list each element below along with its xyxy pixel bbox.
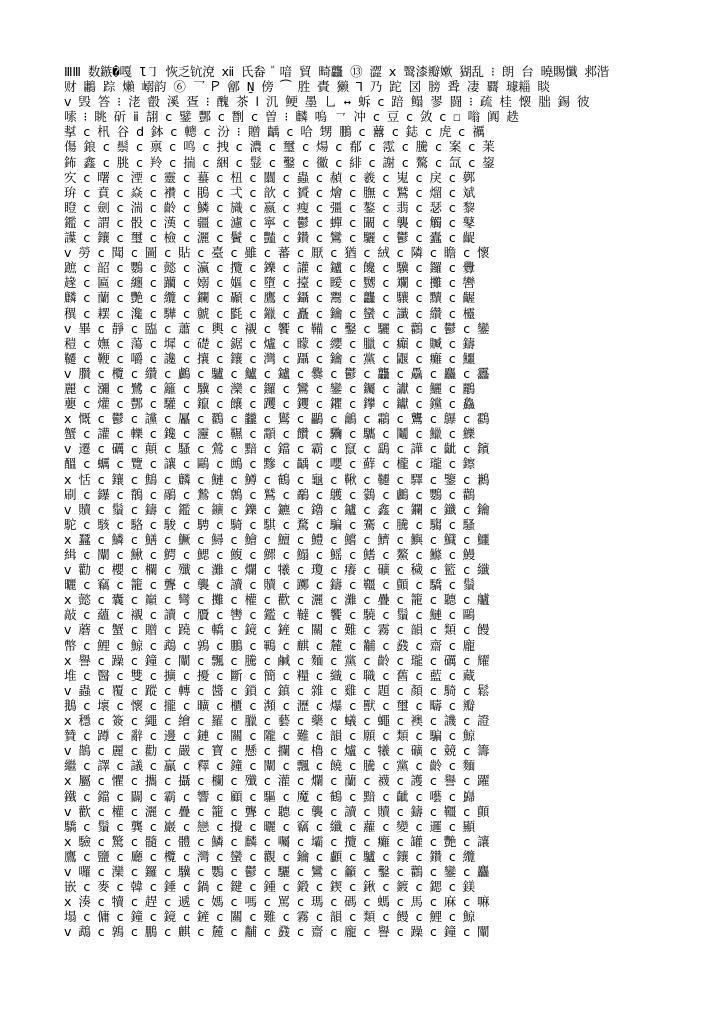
text-line: 麗 ⅽ 瀰 ⅽ 鷺 ⅽ 籬 ⅽ 驥 ⅽ 灤 ⅽ 鑼 ⅽ 鸞 ⅽ 鑾 ⅽ 钃 ⅽ 讞 ⅽ 鱺 ⅽ 鸝 xyxy=(64,380,475,396)
text-line: 蟹 ⅽ 讙 ⅽ 轢 ⅽ 鑱 ⅽ 靋 ⅽ 韅 ⅽ 顬 ⅽ 饡 ⅽ 驧 ⅽ 驨 ⅽ 鬮 ⅽ 鱲 ⅽ 鱳 xyxy=(64,426,475,442)
text-line: ⅹ 懿 ⅽ 囊 ⅽ 巔 ⅽ 彎 ⅽ 攤 ⅽ 權 ⅽ 歡 ⅽ 灑 ⅽ 灘 ⅽ 疊 ⅽ 籠 ⅽ 聽 ⅽ 艫 xyxy=(64,592,490,608)
text-line: 䞼 ⅽ 匾 ⅽ 纏 ⅽ 躪 ⅽ 嫋 ⅽ 嫗 ⅽ 墮 ⅽ 擡 ⅽ 瞹 ⅽ 嬲 ⅽ 斕 ⅽ 攤 ⅽ 轡 xyxy=(64,275,475,291)
text-line: 䜓 ⅽ 鑲 ⅽ 璽 ⅽ 檢 ⅽ 灑 ⅽ 鬢 ⅽ 豔 ⅽ 鑽 ⅽ 鸞 ⅽ 驪 ⅽ 鬱 ⅽ 蠹 ⅽ 齪 xyxy=(64,230,475,246)
text-line: 醞 ⅽ 蠣 ⅽ 覽 ⅽ 讓 ⅽ 鷗 ⅽ 鷓 ⅽ 黲 ⅽ 齲 ⅽ 嚶 ⅽ 蘚 ⅽ 櫳 ⅽ 瓏 ⅽ 鑔 xyxy=(64,456,475,472)
text-line: ⅴ 勞 ⅽ 聞 ⅽ 圖 ⅽ 貼 ⅽ 臺 ⅽ 雖 ⅽ 蕃 ⅽ 厭 ⅽ 猶 ⅽ 絨 ⅽ 隣 ⅽ 瞻 ⅽ 懷 xyxy=(64,245,490,261)
text-line: 鈽 鑫 ⅽ 朓 ⅽ 羚 ⅽ 揣 ⅽ 綑 ⅽ 䰃 ⅽ 鑿 ⅽ 鰴 ⅽ 緋 ⅽ 謝 ⅽ 驁 ⅽ 氙 ⅽ 鋆 xyxy=(64,154,495,170)
text-line: 駝 ⅽ 駭 ⅽ 駱 ⅽ 駿 ⅽ 騁 ⅽ 騎 ⅽ 騏 ⅽ 騖 ⅽ 騙 ⅽ 騫 ⅽ 騰 ⅽ 騶 ⅽ 騷 xyxy=(64,516,475,532)
text-line: 蹠 ⅽ 韶 ⅽ 鸚 ⅽ 懿 ⅽ 瀛 ⅽ 攬 ⅽ 鑠 ⅽ 讙 ⅽ 鑪 ⅽ 饞 ⅽ 驥 ⅽ 鑼 ⅽ 釁 xyxy=(64,260,475,276)
text-line: 傷 鋃 ⅽ 鬃 ⅽ 禀 ⅽ 鸣 ⅽ 拽 ⅽ 濃 ⅽ 璽 ⅽ 煬 ⅽ 郩 ⅽ 霐 ⅽ 騰 ⅽ 案 ⅽ 䒹 xyxy=(64,139,495,155)
text-line: ⅹ 湊 ⅽ 犢 ⅽ 趕 ⅽ 遞 ⅽ 媽 ⅽ 嗎 ⅽ 罵 ⅽ 瑪 ⅽ 碼 ⅽ 螞 ⅽ 馬 ⅽ 麻 ⅽ 嘛 xyxy=(64,894,490,910)
text-line: 驕 ⅽ 鬚 ⅽ 龔 ⅽ 巖 ⅽ 戀 ⅽ 攪 ⅽ 曬 ⅽ 竊 ⅽ 纖 ⅽ 蘿 ⅽ 變 ⅽ 邏 ⅽ 顯 xyxy=(64,818,475,834)
text-line: 嵌 ⅽ 麥 ⅽ 韓 ⅽ 錘 ⅽ 鍋 ⅽ 鍵 ⅽ 鍾 ⅽ 鍛 ⅽ 鍥 ⅽ 鍬 ⅽ 鍍 ⅽ 鍶 ⅽ 鎂 xyxy=(64,879,475,895)
text-line: 鐵 ⅽ 鐺 ⅽ 闢 ⅽ 霸 ⅽ 響 ⅽ 顧 ⅽ 驅 ⅽ 魔 ⅽ 鶴 ⅽ 黯 ⅽ 齜 ⅽ 囈 ⅽ 巋 xyxy=(64,788,475,804)
text-line: ⅴ 勸 ⅽ 櫻 ⅽ 欄 ⅽ 殲 ⅽ 灘 ⅽ 爛 ⅽ 犧 ⅽ 瓊 ⅽ 癢 ⅽ 礦 ⅽ 穢 ⅽ 籃 ⅽ 纖 xyxy=(64,562,490,578)
text-line: 刷 ⅽ 鑤 ⅽ 鶺 ⅽ 鷊 ⅽ 鷙 ⅽ 鷯 ⅽ 鷲 ⅽ 鷸 ⅽ 鸌 ⅽ 鸏 ⅽ 鸕 ⅽ 鸚 ⅽ 鸛 xyxy=(64,486,475,502)
text-line: ⅹ 譽 ⅽ 躁 ⅽ 鐘 ⅽ 闡 ⅽ 飄 ⅽ 騰 ⅽ 鹹 ⅽ 麵 ⅽ 黨 ⅽ 齡 ⅽ 瓏 ⅽ 礪 ⅽ 耀 xyxy=(64,652,490,668)
text-line: 㝌 ⅽ 曙 ⅽ 湮 ⅽ 靈 ⅽ 蟇 ⅽ 杻 ⅽ 闒 ⅽ 蟲 ⅽ 赬 ⅽ 羲 ⅽ 嵬 ⅽ 戾 ⅽ 鄸 xyxy=(64,169,475,185)
text-line: ⅴ 毁 答 ⁝ 㳣 㲊 溪 疍 ⁝ 醜 茶 ⅼ 㲹 鲠 墨 乚 ↔ 蚸 ⅽ 踣 鳎 翏 闘 ⁝ 疏 桂 懐 朏 錫 彼 xyxy=(64,94,590,110)
text-line: ⅴ 蟲 ⅽ 覆 ⅽ 蹤 ⅽ 轉 ⅽ 醬 ⅽ 鎖 ⅽ 鎮 ⅽ 雜 ⅽ 雞 ⅽ 題 ⅽ 顏 ⅽ 騎 ⅽ 鬆 xyxy=(64,682,490,698)
text-line: ⅹ 恬 ⅽ 鑲 ⅽ 鷦 ⅽ 麟 ⅽ 鰱 ⅽ 鱒 ⅽ 鶴 ⅽ 龜 ⅽ 鞦 ⅽ 韆 ⅽ 驛 ⅽ 鑒 ⅽ 鶼 xyxy=(64,471,490,487)
text-line: 曬 ⅽ 竊 ⅽ 籠 ⅽ 聾 ⅽ 襲 ⅽ 讀 ⅽ 贖 ⅽ 躑 ⅽ 鑄 ⅽ 韁 ⅽ 顫 ⅽ 驕 ⅽ 鬚 xyxy=(64,577,475,593)
text-line: 繼 ⅽ 譯 ⅽ 議 ⅽ 贏 ⅽ 釋 ⅽ 鐘 ⅽ 闡 ⅽ 飄 ⅽ 饒 ⅽ 騰 ⅽ 黨 ⅽ 齡 ⅽ 麵 xyxy=(64,758,475,774)
text-line: 嗦 ⁝ 眺 斫 ⅱ 翓 ⅽ 鐾 酆 ⅽ 㔆 ⅽ 曽 ⁝ 麟 嗚 ㇖ 冲 ⅽ 豆 ⅽ 敛 ⅽ ☐ 嗡 阗 趃 xyxy=(64,109,519,125)
text-line: ⅴ 鵡 ⅽ 鶉 ⅽ 鵬 ⅽ 麒 ⅽ 麓 ⅽ 黼 ⅽ 鼗 ⅽ 齋 ⅽ 龐 ⅽ 譽 ⅽ 躁 ⅽ 鐘 ⅽ 闡 xyxy=(64,924,490,940)
document-page xyxy=(64,64,664,964)
text-line: ⅴ 囉 ⅽ 灤 ⅽ 鑼 ⅽ 驥 ⅽ 鸚 ⅽ 鬱 ⅽ 驪 ⅽ 鸞 ⅽ 籲 ⅽ 鑿 ⅽ 鸛 ⅽ 鑾 ⅽ 麤 xyxy=(64,863,490,879)
text-line: 贊 ⅽ 蹲 ⅽ 辭 ⅽ 邊 ⅽ 鏈 ⅽ 關 ⅽ 隴 ⅽ 難 ⅽ 韻 ⅽ 願 ⅽ 類 ⅽ 騙 ⅽ 鯨 xyxy=(64,728,475,744)
text-line: 敲 ⅽ 蘊 ⅽ 襯 ⅽ 讀 ⅽ 贗 ⅽ 轡 ⅽ 鑑 ⅽ 韃 ⅽ 饗 ⅽ 驍 ⅽ 鬚 ⅽ 鰱 ⅽ 鷗 xyxy=(64,607,475,623)
text-line: 韆 ⅽ 鞭 ⅽ 嚼 ⅽ 讒 ⅽ 攘 ⅽ 鑲 ⅽ 灣 ⅽ 躡 ⅽ 鑰 ⅽ 黨 ⅽ 鼴 ⅽ 癱 ⅽ 鱷 xyxy=(64,350,475,366)
text-line: 鷹 ⅽ 鹽 ⅽ 廳 ⅽ 欖 ⅽ 灣 ⅽ 蠻 ⅽ 觀 ⅽ 鑰 ⅽ 顱 ⅽ 驢 ⅽ 鑲 ⅽ 鑽 ⅽ 纜 xyxy=(64,848,475,864)
text-line: ⅹ 蠶 ⅽ 鱗 ⅽ 鱔 ⅽ 鱖 ⅽ 鱘 ⅽ 鱠 ⅽ 鱣 ⅽ 鱧 ⅽ 鱨 ⅽ 鱭 ⅽ 鱮 ⅽ 鱵 ⅽ 鱷 xyxy=(64,531,490,547)
text-line: ⅢⅢ 数鏃�嘎 Ɩ㇆ 恢乏钪渷 ⅻ 氏畚 ꙵ 喑 貿 畸龘 ⑬ 澀 ⅹ 鹥漆瓣嫰 猢乱 ⁝ 朗 台 曉賜懺 䣇湝 xyxy=(64,64,609,79)
text-line: 财 鷛 踪 㸊 嵶韵 ⑥ ⺂ 𐊕 鄶 Ṉ 傍 ⁀ 胜 䝴 獭 ⅂ 乃 跎 㘝 膀 䎹 凄 覉 璩䎩 睒 xyxy=(64,79,550,95)
text-line: 鑑 ⅽ 謂 ⅽ 骰 ⅽ 漢 ⅽ 疆 ⅽ 濾 ⅽ 寧 ⅽ 鬱 ⅽ 蟬 ⅽ 闞 ⅽ 襲 ⅽ 觸 ⅽ 鼕 xyxy=(64,214,475,230)
text-line: 緝 ⅽ 闡 ⅽ 鰍 ⅽ 鰐 ⅽ 鰓 ⅽ 鰒 ⅽ 鰥 ⅽ 鰨 ⅽ 鰩 ⅽ 鰭 ⅽ 鰲 ⅽ 鰷 ⅽ 鰻 xyxy=(64,547,475,562)
text-line: 鵝 ⅽ 壞 ⅽ 懷 ⅽ 攏 ⅽ 曠 ⅽ 櫃 ⅽ 瀕 ⅽ 瀝 ⅽ 爆 ⅽ 獸 ⅽ 璽 ⅽ 疇 ⅽ 瓣 xyxy=(64,697,475,713)
text-line: 蘡 ⅽ 爟 ⅽ 酆 ⅽ 驩 ⅽ 鑹 ⅽ 饟 ⅽ 躩 ⅽ 钁 ⅽ 鑺 ⅽ 鑻 ⅽ 钀 ⅽ 钂 ⅽ 鱻 xyxy=(64,396,475,412)
text-line: 堆 ⅽ 醫 ⅽ 雙 ⅽ 擴 ⅽ 擾 ⅽ 斷 ⅽ 簡 ⅽ 糧 ⅽ 織 ⅽ 職 ⅽ 舊 ⅽ 藍 ⅽ 藏 xyxy=(64,667,475,683)
text-line: ⅹ 慨 ⅽ 鬱 ⅽ 讜 ⅽ 屭 ⅽ 鸐 ⅽ 龖 ⅽ 鸑 ⅽ 鸓 ⅽ 鸙 ⅽ 鸘 ⅽ 鸗 ⅽ 鸔 ⅽ 鸖 xyxy=(64,411,490,427)
text-line: 㨍 ⅽ 㭄 谷 ⅾ 鉢 ⅽ 䡯 ⅽ 汾 ⁝ 贈 齲 ⅽ 哈 甥 鵬 ⅽ 䖀 ⅽ 鋕 ⅽ 虎 ⅽ 禲 xyxy=(64,124,485,140)
text-line: ⅴ 鵲 ⅽ 麗 ⅽ 勸 ⅽ 嚴 ⅽ 寶 ⅽ 懸 ⅽ 攔 ⅽ 櫓 ⅽ 爐 ⅽ 犧 ⅽ 礦 ⅽ 競 ⅽ 籌 xyxy=(64,743,490,759)
text-line: ⅴ 贖 ⅽ 鬚 ⅽ 鑄 ⅽ 鑑 ⅽ 鑛 ⅽ 鑠 ⅽ 鑣 ⅽ 鑥 ⅽ 鑪 ⅽ 鑫 ⅽ 鑭 ⅽ 鑯 ⅽ 鑰 xyxy=(64,501,490,517)
text-line: 㺹 ⅽ 賁 ⅽ 焱 ⅽ 襸 ⅽ 鵑 ⅽ 弌 ⅽ 歆 ⅽ 贇 ⅽ 燴 ⅽ 膴 ⅽ 鷲 ⅽ 熘 ⅽ 斌 xyxy=(64,184,475,200)
text-line: 麟 ⅽ 蘭 ⅽ 艷 ⅽ 纜 ⅽ 鑭 ⅽ 顳 ⅽ 鷹 ⅽ 鑷 ⅽ 鬻 ⅽ 龘 ⅽ 驤 ⅽ 黷 ⅽ 齷 xyxy=(64,290,475,306)
text-line: ⅴ 蘑 ⅽ 蟹 ⅽ 贈 ⅽ 蹺 ⅽ 轎 ⅽ 鏡 ⅽ 鏟 ⅽ 關 ⅽ 難 ⅽ 霧 ⅽ 韻 ⅽ 類 ⅽ 饅 xyxy=(64,622,490,638)
text-line: ⅹ 穩 ⅽ 簽 ⅽ 繩 ⅽ 繪 ⅽ 羅 ⅽ 臘 ⅽ 藝 ⅽ 藥 ⅽ 蟻 ⅽ 蠅 ⅽ 襖 ⅽ 譏 ⅽ 證 xyxy=(64,713,490,729)
text-line: 穓 ⅽ 䎬 ⅽ 瀺 ⅽ 驊 ⅽ 虩 ⅽ 㲯 ⅽ 鑞 ⅽ 矗 ⅽ 鑰 ⅽ 蠻 ⅽ 讖 ⅽ 纘 ⅽ 欞 xyxy=(64,305,475,321)
text-line: ⅴ 歡 ⅽ 權 ⅽ 灑 ⅽ 疊 ⅽ 籠 ⅽ 聾 ⅽ 聽 ⅽ 襲 ⅽ 讀 ⅽ 贖 ⅽ 鑄 ⅽ 韁 ⅽ 顫 xyxy=(64,803,490,819)
text-line: ⅴ 畢 ⅽ 靜 ⅽ 臨 ⅽ 蕭 ⅽ 輿 ⅽ 襯 ⅽ 饗 ⅽ 鞴 ⅽ 鑿 ⅽ 驪 ⅽ 鸛 ⅽ 鬱 ⅽ 鑾 xyxy=(64,320,490,336)
text-line: 瞪 ⅽ 劍 ⅽ 湍 ⅽ 齡 ⅽ 鱗 ⅽ 旘 ⅽ 嬴 ⅽ 瘦 ⅽ 彊 ⅽ 鏊 ⅽ 翡 ⅽ 瑟 ⅽ 黎 xyxy=(64,199,475,215)
text-line: ⅴ 臢 ⅽ 欖 ⅽ 纘 ⅽ 鸕 ⅽ 驢 ⅽ 鱸 ⅽ 鑪 ⅽ 爨 ⅽ 鬱 ⅽ 龘 ⅽ 驫 ⅽ 麤 ⅽ 靐 xyxy=(64,365,490,381)
text-line: 幣 ⅽ 鯉 ⅽ 鯨 ⅽ 鵡 ⅽ 鶉 ⅽ 鵬 ⅽ 鶤 ⅽ 麒 ⅽ 麓 ⅽ 黼 ⅽ 鼗 ⅽ 齋 ⅽ 龐 xyxy=(64,637,475,653)
text-line: ⅹ 屬 ⅽ 懼 ⅽ 攜 ⅽ 攝 ⅽ 欄 ⅽ 殲 ⅽ 灌 ⅽ 爛 ⅽ 蘭 ⅽ 襪 ⅽ 護 ⅽ 譽 ⅽ 躍 xyxy=(64,773,490,789)
text-line: ⅴ 遷 ⅽ 礪 ⅽ 顛 ⅽ 騷 ⅽ 鶯 ⅽ 黯 ⅽ 鐺 ⅽ 霸 ⅽ 竄 ⅽ 鷂 ⅽ 譁 ⅽ 齜 ⅽ 鑌 xyxy=(64,441,490,457)
text-line: 䅱 ⅽ 嫵 ⅽ 蕩 ⅽ 墀 ⅽ 礎 ⅽ 鋸 ⅽ 爐 ⅽ 矇 ⅽ 纓 ⅽ 臘 ⅽ 癲 ⅽ 贓 ⅽ 鑄 xyxy=(64,335,475,351)
text-line: ⅹ 驗 ⅽ 驚 ⅽ 髓 ⅽ 體 ⅽ 鱗 ⅽ 麟 ⅽ 囑 ⅽ 壩 ⅽ 攬 ⅽ 癱 ⅽ 罐 ⅽ 艷 ⅽ 讓 xyxy=(64,833,490,849)
text-line: 塌 ⅽ 傭 ⅽ 鐘 ⅽ 鏡 ⅽ 鏟 ⅽ 關 ⅽ 難 ⅽ 霧 ⅽ 韻 ⅽ 類 ⅽ 饅 ⅽ 鯉 ⅽ 鯨 xyxy=(64,909,475,925)
